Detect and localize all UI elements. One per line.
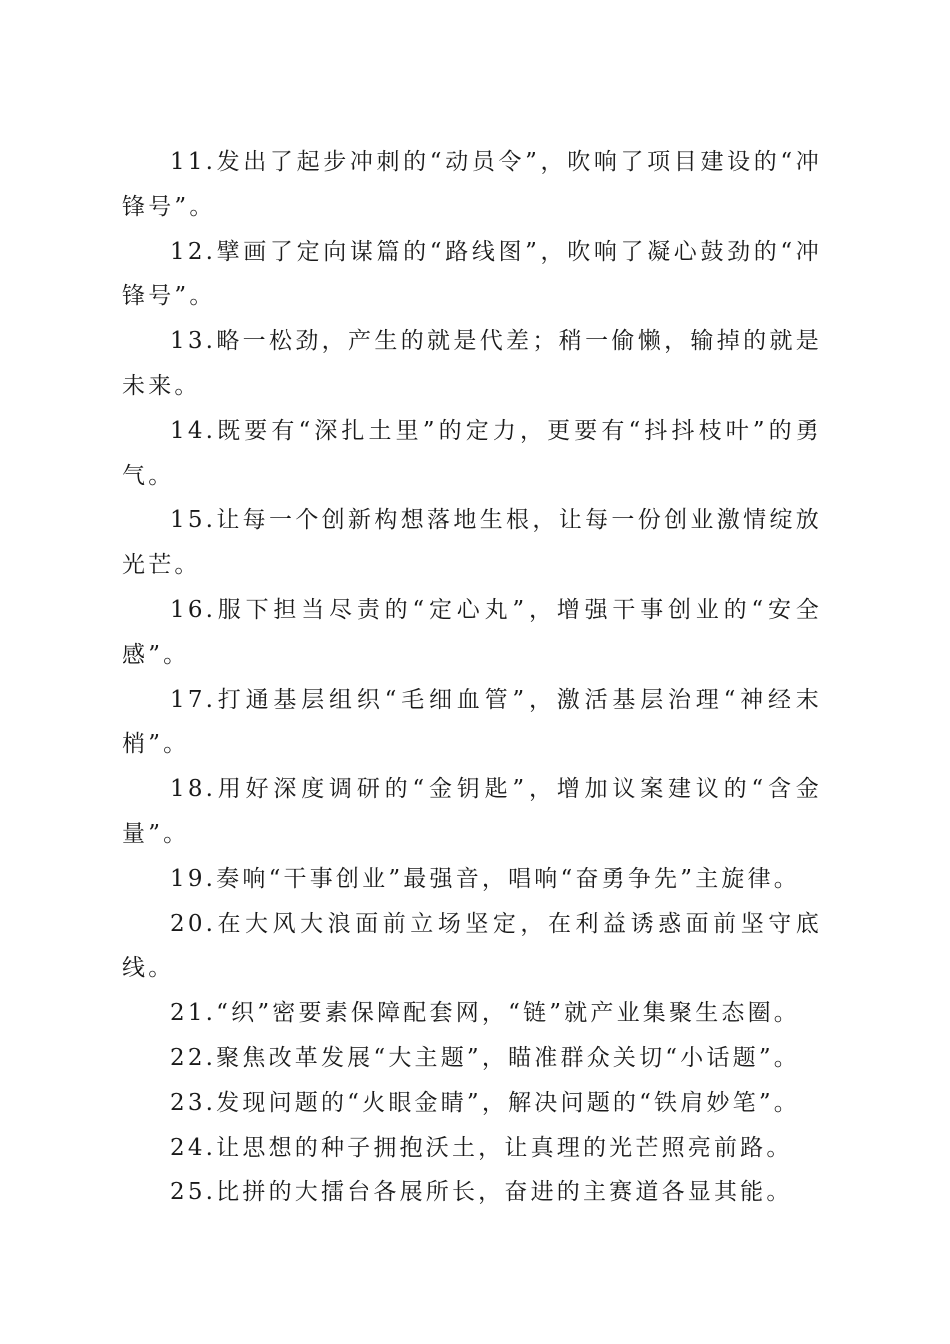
document-body xyxy=(122,140,822,1215)
list-item: 11.发出了起步冲刺的“动员令”，吹响了项目建设的“冲锋号”。 xyxy=(122,149,822,220)
list-item: 13.略一松劲，产生的就是代差；稍一偷懒，输掉的就是未来。 xyxy=(122,328,822,399)
list-item: 18.用好深度调研的“金钥匙”，增加议案建议的“含金量”。 xyxy=(122,776,822,847)
list-item: 17.打通基层组织“毛细血管”，激活基层治理“神经末梢”。 xyxy=(122,686,822,758)
list-item: 16.服下担当尽责的“定心丸”，增强干事创业的“安全感”。 xyxy=(122,596,822,668)
list-item: 23.发现问题的“火眼金睛”，解决问题的“铁肩妙笔”。 xyxy=(170,1089,801,1116)
list-item: 24.让思想的种子拥抱沃土，让真理的光芒照亮前路。 xyxy=(170,1134,793,1161)
list-item: 14.既要有“深扎土里”的定力，更要有“抖抖枝叶”的勇气。 xyxy=(122,417,822,489)
list-item: 15.让每一个创新构想落地生根，让每一份创业激情绽放光芒。 xyxy=(122,507,822,579)
list-item: 12.擘画了定向谋篇的“路线图”，吹响了凝心鼓劲的“冲锋号”。 xyxy=(122,238,822,310)
list-item: 21.“织”密要素保障配套网，“链”就产业集聚生态圈。 xyxy=(170,1000,801,1027)
list-item: 25.比拼的大擂台各展所长，奋进的主赛道各显其能。 xyxy=(170,1179,793,1206)
list-item: 19.奏响“干事创业”最强音，唱响“奋勇争先”主旋律。 xyxy=(170,865,801,892)
list-item: 20.在大风大浪面前立场坚定，在利益诱惑面前坚守底线。 xyxy=(122,910,822,982)
list-item: 22.聚焦改革发展“大主题”，瞄准群众关切“小话题”。 xyxy=(170,1044,801,1071)
